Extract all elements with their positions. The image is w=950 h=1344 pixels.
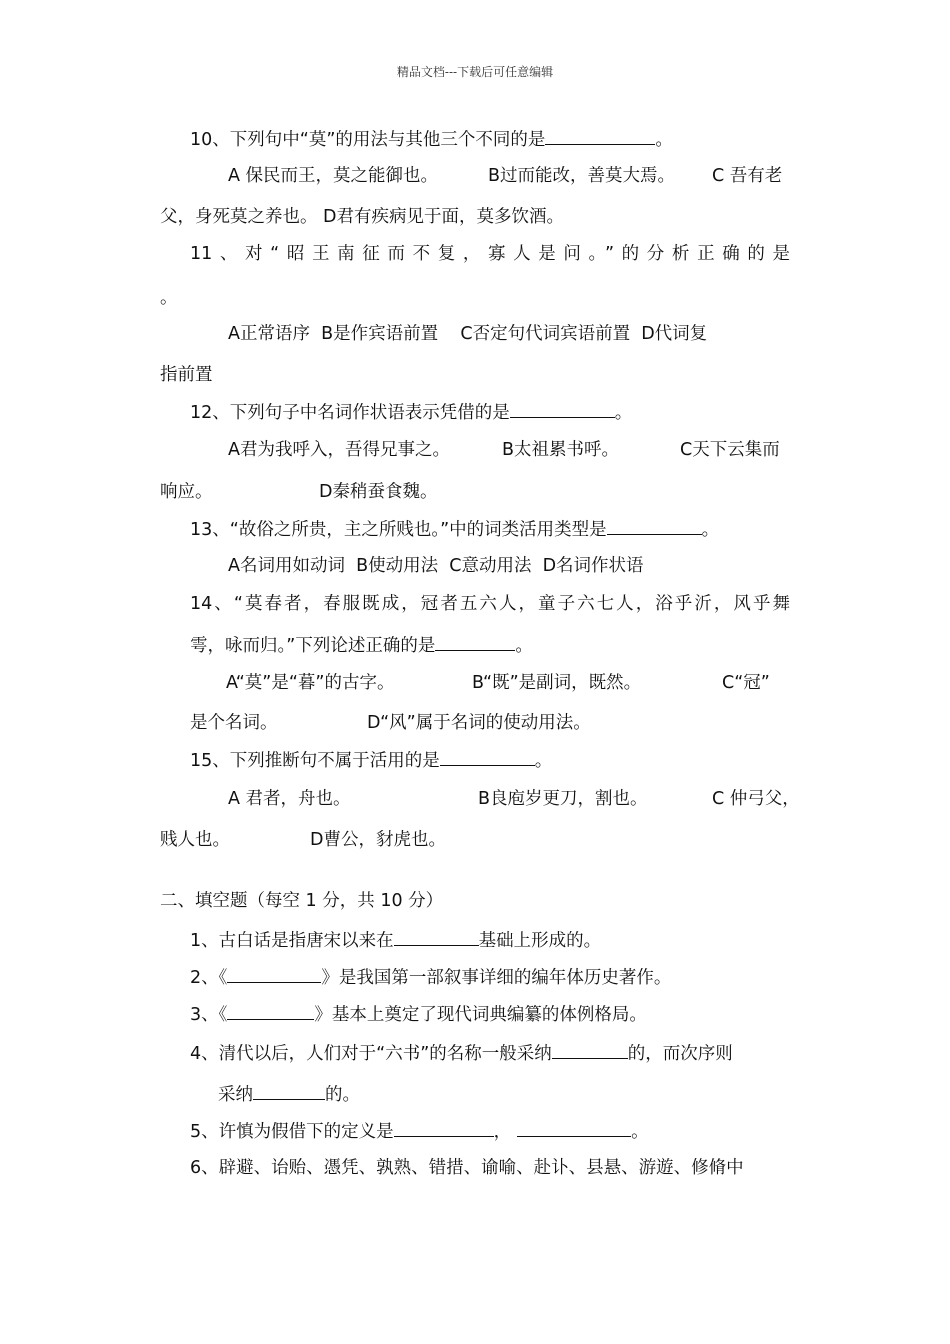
q12-stem: 12、下列句子中名词作状语表示凭借的是 。 xyxy=(190,403,633,423)
fill-2: 2、《 》是我国第一部叙事详细的编年体历史著作。 xyxy=(190,968,672,988)
q15-stem: 15、下列推断句不属于活用的是 。 xyxy=(190,751,553,771)
fill-4-continued: 采纳 的。 xyxy=(218,1085,360,1105)
q15-option-a: A 君者，舟也。 xyxy=(228,789,351,809)
q15-line3-a: 贱人也。 xyxy=(160,830,230,850)
q14-line1: 14、“莫春者，春服既成，冠者五六人，童子六七人，浴乎沂，风乎舞 xyxy=(190,594,790,614)
q10-option-a: A 保民而王，莫之能御也。 xyxy=(228,166,439,186)
q12-option-c: C天下云集而 xyxy=(680,440,780,460)
q12-option-d: D秦稍蚕食魏。 xyxy=(319,482,438,502)
q10-stem: 10、下列句中“莫”的用法与其他三个不同的是 。 xyxy=(190,130,673,150)
q13-options: A名词用如动词 B使动用法 C意动用法 D名词作状语 xyxy=(228,556,644,576)
q10-option-b: B过而能改，善莫大焉。 xyxy=(488,166,676,186)
fill-6: 6、辟避、诒贻、憑凭、孰熟、错措、谕喻、赴讣、县悬、游遊、修脩中 xyxy=(190,1158,744,1178)
q15-option-b: B良庖岁更刀，割也。 xyxy=(478,789,648,809)
q10-option-c: C 吾有老 xyxy=(712,166,783,186)
fill-1: 1、古白话是指唐宋以来在 基础上形成的。 xyxy=(190,931,602,951)
q15-option-c: C 仲弓父， xyxy=(712,789,800,809)
q11-stem: 11、对“昭王南征而不复，寡人是问。”的分析正确的是 xyxy=(190,244,790,264)
q15-option-d: D曹公，豺虎也。 xyxy=(310,830,446,850)
q12-option-a: A君为我呼入，吾得兄事之。 xyxy=(228,440,450,460)
page-header: 精品文档---下载后可任意编辑 xyxy=(396,65,554,79)
section2-title: 二、填空题（每空 1 分，共 10 分） xyxy=(160,891,444,911)
q14-line4-a: 是个名词。 xyxy=(190,713,278,733)
q11-line2: 。 xyxy=(160,288,178,308)
q14-option-c: C“冠” xyxy=(722,673,770,693)
q10-line3: 父，身死莫之养也。 D君有疾病见于面，莫多饮酒。 xyxy=(160,207,565,227)
q14-option-a: A“莫”是“暮”的古字。 xyxy=(226,673,395,693)
fill-4: 4、清代以后，人们对于“六书”的名称一般采纳 的，而次序则 xyxy=(190,1044,733,1064)
q14-option-d: D“风”属于名词的使动用法。 xyxy=(367,713,591,733)
fill-3: 3、《 》基本上奠定了现代词典编纂的体例格局。 xyxy=(190,1005,647,1025)
q14-option-b: B“既”是副词，既然。 xyxy=(472,673,642,693)
q11-line4: 指前置 xyxy=(160,365,213,385)
q14-line2: 雩，咏而归。”下列论述正确的是 。 xyxy=(190,636,533,656)
q12-option-b: B太祖累书呼。 xyxy=(502,440,620,460)
q11-options: A正常语序 B是作宾语前置 C否定句代词宾语前置 D代词复 xyxy=(228,324,708,344)
q12-line3-a: 响应。 xyxy=(160,482,213,502)
q13-stem: 13、“故俗之所贵，主之所贱也。”中的词类活用类型是 。 xyxy=(190,520,720,540)
fill-5: 5、许慎为假借下的定义是 ， 。 xyxy=(190,1122,649,1142)
